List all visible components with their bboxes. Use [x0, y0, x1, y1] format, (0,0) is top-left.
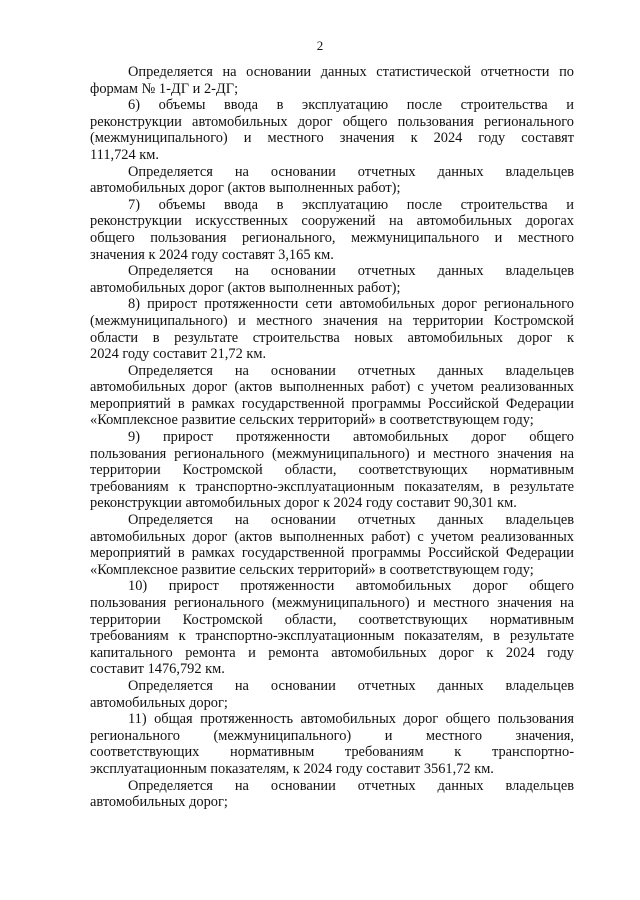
text-line: 8) прирост протяженности сети автомобильных дорог регионального: [128, 296, 574, 313]
text-line: Определяется на основании отчетных данных владельцев: [128, 263, 574, 280]
paragraph: [90, 711, 574, 777]
paragraph: [90, 263, 574, 296]
text-line: автомобильных дорог;: [90, 694, 228, 711]
paragraph: [90, 296, 574, 362]
paragraph: [90, 778, 574, 811]
text-line: Определяется на основании отчетных данных владельцев: [128, 362, 574, 379]
text-line: территории Костромской области, соответствующих нормативным: [90, 611, 574, 628]
paragraph: [90, 164, 574, 197]
text-line: Определяется на основании отчетных данных владельцев: [128, 163, 574, 180]
text-line: пользования регионального (межмуниципального) и местного значения на: [90, 595, 574, 611]
text-line: автомобильных дорог (актов выполненных работ);: [90, 180, 401, 197]
paragraph: [90, 678, 574, 711]
text-line: соответствующих нормативным требованиям к транспортно-: [90, 744, 574, 761]
text-line: 2024 году составит 21,72 км.: [90, 346, 267, 363]
text-line: 111,724 км.: [90, 146, 159, 163]
text-line: автомобильных дорог;: [90, 794, 228, 811]
text-line: 10) прирост протяженности автомобильных дорог общего: [128, 578, 574, 595]
text-line: значения к 2024 году составят 3,165 км.: [90, 246, 334, 263]
text-line: 7) объемы ввода в эксплуатацию после строительства и: [128, 196, 574, 213]
text-line: капитального ремонта и ремонта автомобильных дорог к 2024 году: [90, 644, 574, 661]
text-line: реконструкции автомобильных дорог к 2024 году составит 90,301 км.: [90, 495, 517, 512]
text-line: требованиям к транспортно-эксплуатационным показателям, в результате: [90, 628, 574, 645]
text-line: эксплуатационным показателям, к 2024 году составит 3561,72 км.: [90, 760, 494, 777]
text-line: мероприятий в рамках государственной программы Российской Федерации: [90, 395, 574, 412]
text-line: автомобильных дорог (актов выполненных работ);: [90, 279, 401, 296]
text-line: реконструкции искусственных сооружений на автомобильных дорогах: [90, 213, 574, 230]
text-line: области в результате строительства новых автомобильных дорог к: [90, 329, 574, 346]
text-line: формам № 1-ДГ и 2-ДГ;: [90, 80, 239, 97]
text-line: Определяется на основании отчетных данных владельцев: [128, 512, 574, 529]
text-line: (межмуниципального) и местного значения на территории Костромской: [90, 312, 574, 329]
text-line: «Комплексное развитие сельских территорий» в соответствующем году;: [90, 561, 534, 578]
paragraph: [90, 429, 574, 512]
text-line: требованиям к транспортно-эксплуатационным показателям, в результате: [90, 478, 574, 495]
text-line: территории Костромской области, соответствующих нормативным: [90, 462, 574, 479]
text-line: регионального (межмуниципального) и местного значения,: [90, 727, 574, 744]
paragraph: [90, 512, 574, 578]
text-line: (межмуниципального) и местного значения к 2024 году составят: [90, 130, 574, 147]
text-line: реконструкции автомобильных дорог общего пользования регионального: [90, 113, 574, 130]
text-line: мероприятий в рамках государственной программы Российской Федерации: [90, 545, 574, 562]
text-line: Определяется на основании отчетных данных владельцев: [128, 677, 574, 694]
document-body: [90, 64, 574, 811]
text-line: составит 1476,792 км.: [90, 661, 225, 678]
page-number: 2: [316, 38, 324, 53]
text-line: автомобильных дорог (актов выполненных работ) с учетом реализованных: [90, 528, 574, 545]
text-line: пользования регионального (межмуниципального) и местного значения на: [90, 445, 574, 462]
paragraph: [90, 64, 574, 97]
text-line: 6) объемы ввода в эксплуатацию после строительства и: [128, 97, 574, 114]
text-line: автомобильных дорог (актов выполненных работ) с учетом реализованных: [90, 379, 574, 396]
paragraph: [90, 97, 574, 163]
text-line: «Комплексное развитие сельских территорий» в соответствующем году;: [90, 412, 534, 429]
text-line: Определяется на основании данных статистической отчетности по: [128, 64, 574, 80]
paragraph: [90, 363, 574, 429]
text-line: Определяется на основании отчетных данных владельцев: [128, 777, 574, 794]
paragraph: [90, 197, 574, 263]
text-line: 9) прирост протяженности автомобильных дорог общего: [128, 429, 574, 446]
paragraph: [90, 578, 574, 678]
text-line: 11) общая протяженность автомобильных дорог общего пользования: [128, 711, 574, 728]
text-line: общего пользования регионального, межмуниципального и местного: [90, 229, 574, 246]
